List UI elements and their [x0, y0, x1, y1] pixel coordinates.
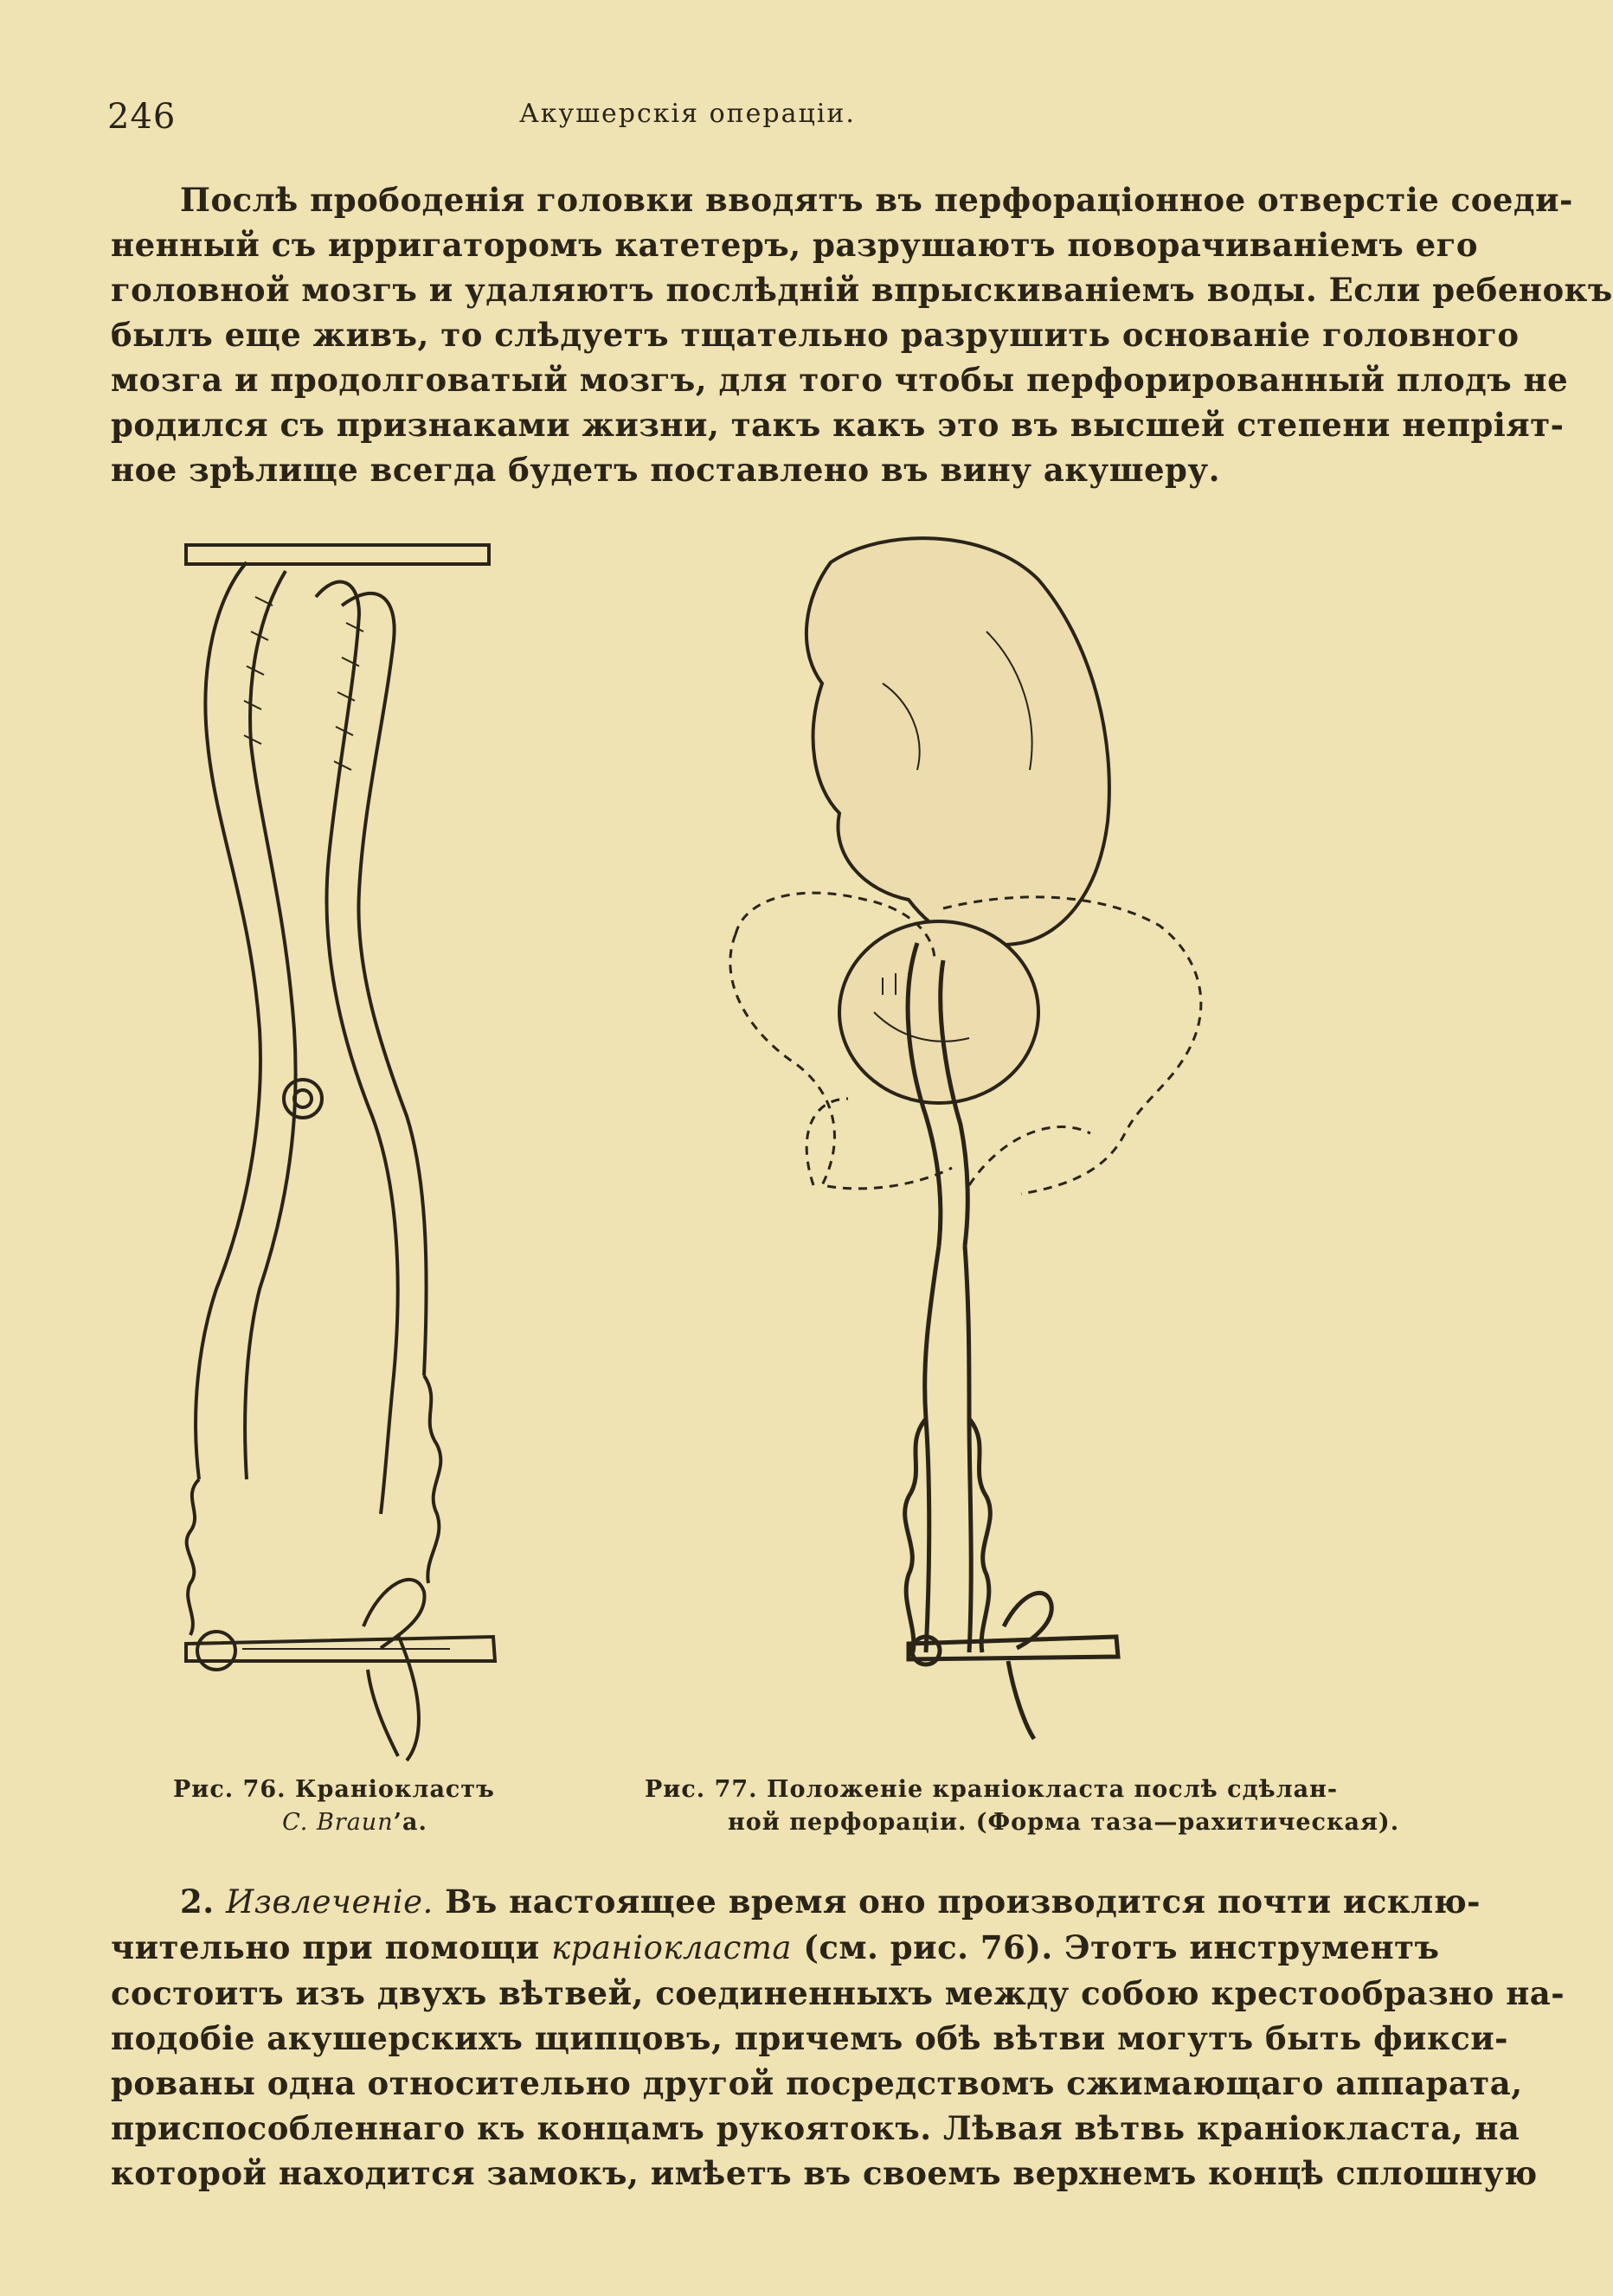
section-number: 2.	[180, 1882, 215, 1921]
page-number: 246	[107, 97, 177, 137]
figure-77-position	[710, 528, 1298, 1756]
text-fragment: Въ настоящее время оно производится почти исклю-	[445, 1882, 1481, 1921]
paragraph-extraction	[111, 1879, 1565, 2196]
figure-76-cranioclast	[164, 545, 528, 1773]
text-line: мозга и продолговатый мозгъ, для того чтобы перфорированный плодъ не	[111, 361, 1569, 399]
text-line	[111, 1925, 1440, 1971]
text-line: которой находится замокъ, имѣетъ въ своемъ верхнемъ концѣ сплошную	[111, 2154, 1538, 2192]
text-line: головной мозгъ и удаляютъ послѣдній впрыскиваніемъ воды. Если ребенокъ	[111, 271, 1613, 309]
fetus-cranioclast-illustration	[710, 528, 1298, 1756]
text-line: ненный съ ирригаторомъ катетеръ, разрушаютъ поворачиваніемъ его	[111, 226, 1479, 264]
caption-line: Рис. 77. Положеніе краніокласта послѣ сдѣлан-	[645, 1776, 1339, 1803]
section-term: Извлеченіе.	[226, 1883, 434, 1921]
text-line: Послѣ прободенія головки вводятъ въ перфораціонное отверстіе соеди-	[180, 181, 1573, 219]
text-line: ное зрѣлище всегда будетъ поставлено въ вину акушеру.	[111, 451, 1220, 489]
text-fragment: чительно при помощи	[111, 1928, 540, 1966]
caption-line	[173, 1806, 537, 1839]
figure-76-caption	[173, 1773, 537, 1839]
running-title: Акушерскія операціи.	[519, 99, 856, 129]
caption-suffix: ’а.	[393, 1809, 427, 1836]
text-line: состоитъ изъ двухъ вѣтвей, соединенныхъ между собою крестообразно на-	[111, 1974, 1565, 2012]
text-line: приспособленнаго къ концамъ рукоятокъ. Лѣвая вѣтвь краніокласта, на	[111, 2109, 1520, 2147]
text-line: родился съ признаками жизни, такъ какъ это въ высшей степени непріят-	[111, 406, 1565, 444]
caption-line: Рис. 76. Краніокластъ	[173, 1776, 495, 1803]
text-fragment: (см. рис. 76). Этотъ инструментъ	[803, 1928, 1440, 1966]
instrument-term: краніокласта	[551, 1929, 792, 1966]
text-line: былъ еще живъ, то слѣдуетъ тщательно разрушить основаніе головного	[111, 316, 1520, 354]
figure-77-caption	[645, 1773, 1400, 1839]
text-line	[111, 1879, 1481, 1925]
text-line: рованы одна относительно другой посредствомъ сжимающаго аппарата,	[111, 2064, 1523, 2102]
cranioclast-illustration	[164, 545, 528, 1773]
text-line: подобіе акушерскихъ щипцовъ, причемъ обѣ вѣтви могутъ быть фикси-	[111, 2019, 1509, 2057]
caption-line: ной перфораціи. (Форма таза—рахитическая).	[728, 1809, 1400, 1836]
caption-author: C. Braun	[282, 1809, 394, 1836]
paragraph-perforation	[111, 177, 1613, 492]
